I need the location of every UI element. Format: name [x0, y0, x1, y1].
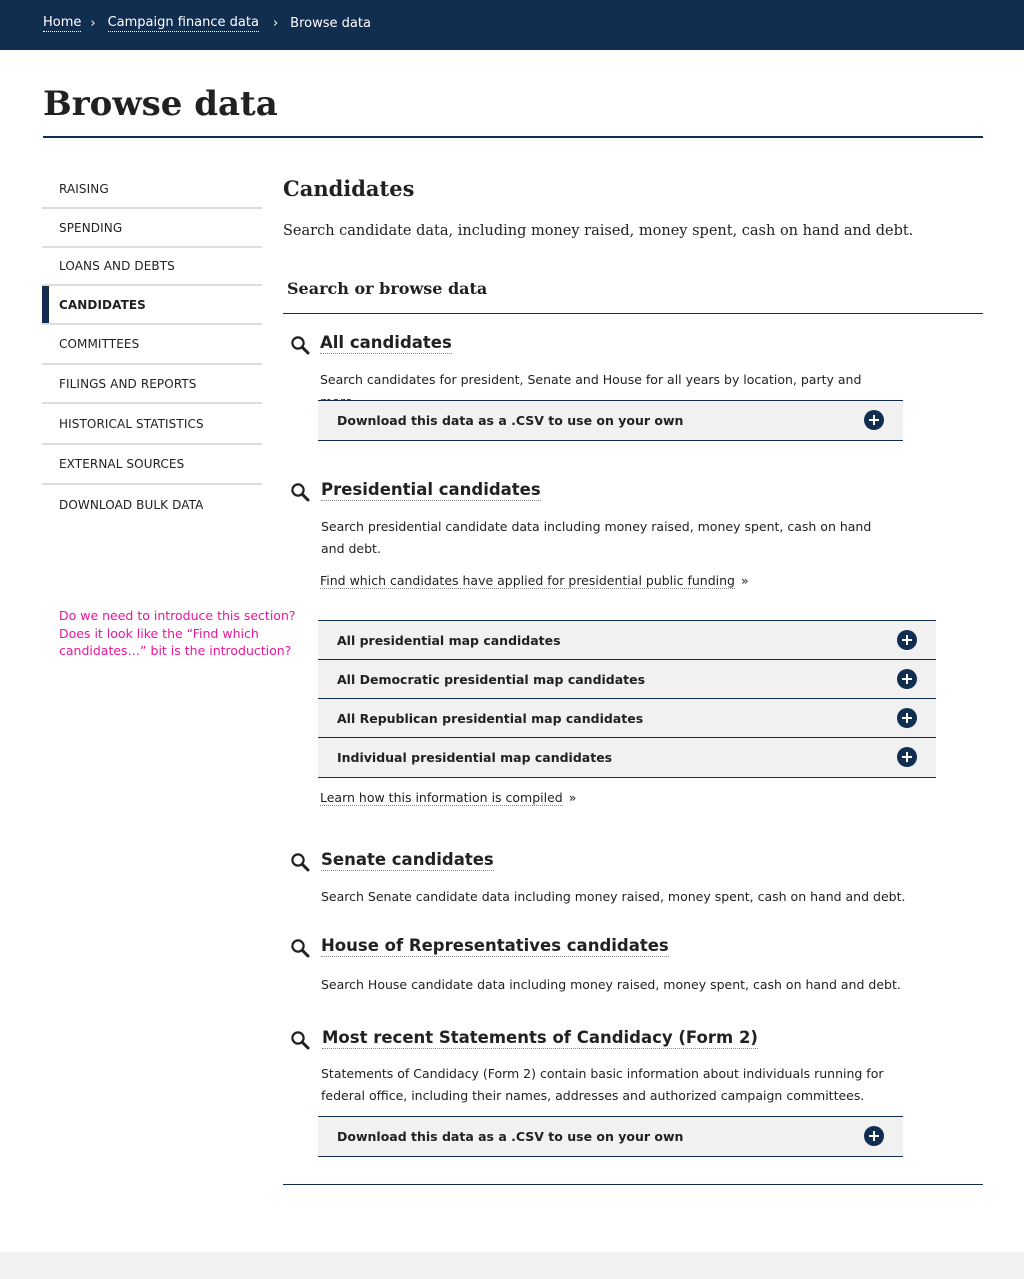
search-icon — [290, 852, 310, 872]
footer — [0, 1252, 1024, 1279]
search-browse-heading: Search or browse data — [287, 279, 488, 298]
sidebar-item-candidates[interactable]: CANDIDATES — [42, 286, 262, 325]
house-candidates-description: Search House candidate data including money raised, money spent, cash on hand and debt. — [321, 977, 901, 992]
sidebar-item-committees[interactable]: COMMITTEES — [42, 325, 262, 365]
republican-map-label: All Republican presidential map candidates — [337, 710, 644, 726]
presidential-map-label: All presidential map candidates — [337, 632, 561, 648]
breadcrumb-current: Browse data — [290, 16, 371, 31]
breadcrumb-home-link[interactable]: Home — [43, 15, 82, 30]
download-label: Download this data as a .CSV to use on your own — [337, 413, 684, 428]
public-funding-link[interactable] — [320, 573, 749, 588]
form2-download-button[interactable] — [318, 1117, 903, 1156]
search-icon — [290, 482, 310, 502]
individual-map-row[interactable] — [318, 738, 936, 777]
chevron-right-icon: » — [568, 790, 577, 805]
sidebar-item-external-sources[interactable]: EXTERNAL SOURCES — [42, 445, 262, 485]
senate-candidates-description: Search Senate candidate data including money raised, money spent, cash on hand and debt. — [321, 889, 906, 904]
sidebar-item-loans-and-debts[interactable]: LOANS AND DEBTS — [42, 248, 262, 286]
form2-statements-link[interactable]: Most recent Statements of Candidacy (Form 2) — [322, 1028, 758, 1047]
republican-map-row[interactable] — [318, 699, 936, 738]
senate-candidates-link[interactable]: Senate candidates — [321, 850, 494, 869]
search-icon — [290, 335, 310, 355]
chevron-right-icon: » — [740, 573, 749, 588]
title-divider — [43, 136, 983, 138]
expand-plus-icon — [897, 747, 917, 767]
sidebar-item-raising[interactable]: RAISING — [42, 171, 262, 209]
public-funding-link-text[interactable]: Find which candidates have applied for presidential public funding — [320, 573, 735, 588]
form2-description: Statements of Candidacy (Form 2) contain basic information about individuals running for federal office, including their names, addresses and authorized campaign committees. — [321, 1066, 884, 1103]
expand-plus-icon — [864, 410, 884, 430]
section-title: Candidates — [283, 176, 415, 201]
presidential-map-panels — [318, 620, 936, 778]
learn-compiled-link[interactable] — [320, 790, 576, 805]
breadcrumb — [43, 15, 371, 32]
form2-download-panel — [318, 1116, 903, 1157]
sidebar-item-historical-statistics[interactable]: HISTORICAL STATISTICS — [42, 404, 262, 445]
all-candidates-download-button[interactable] — [318, 401, 903, 440]
learn-compiled-link-text[interactable]: Learn how this information is compiled — [320, 790, 563, 805]
search-icon — [290, 938, 310, 958]
section-divider — [283, 313, 983, 314]
all-candidates-download-panel — [318, 400, 903, 441]
sidebar-item-filings-and-reports[interactable]: FILINGS AND REPORTS — [42, 365, 262, 404]
breadcrumb-campaign-finance-link[interactable]: Campaign finance data — [107, 15, 259, 30]
presidential-map-row[interactable] — [318, 621, 936, 660]
sidebar-item-spending[interactable]: SPENDING — [42, 209, 262, 248]
expand-plus-icon — [897, 708, 917, 728]
house-candidates-link[interactable]: House of Representatives candidates — [321, 936, 669, 955]
expand-plus-icon — [864, 1126, 884, 1146]
presidential-candidates-description: Search presidential candidate data including money raised, money spent, cash on hand and debt. — [321, 519, 872, 556]
breadcrumb-separator: › — [272, 16, 279, 31]
top-bar — [0, 0, 1024, 50]
breadcrumb-separator: › — [90, 16, 96, 31]
review-note: Do we need to introduce this section? Does it look like the “Find which candidates…” bit is the introduction? — [59, 608, 296, 658]
democratic-map-label: All Democratic presidential map candidates — [337, 671, 646, 687]
all-candidates-link[interactable]: All candidates — [320, 333, 452, 352]
sidebar-item-download-bulk-data[interactable]: DOWNLOAD BULK DATA — [59, 498, 204, 512]
expand-plus-icon — [897, 669, 917, 689]
all-candidates-description: Search candidates for president, Senate and House for all years by location, party and — [320, 372, 862, 387]
search-icon — [290, 1030, 310, 1050]
democratic-map-row[interactable] — [318, 660, 936, 699]
sidebar-nav — [42, 171, 262, 525]
section-bottom-divider — [283, 1184, 983, 1185]
presidential-candidates-link[interactable]: Presidential candidates — [321, 480, 541, 499]
page-title: Browse data — [43, 84, 278, 124]
individual-map-label: Individual presidential map candidates — [337, 750, 613, 765]
download-label: Download this data as a .CSV to use on your own — [337, 1129, 684, 1144]
expand-plus-icon — [897, 630, 917, 650]
section-description: Search candidate data, including money raised, money spent, cash on hand and debt. — [283, 223, 914, 239]
